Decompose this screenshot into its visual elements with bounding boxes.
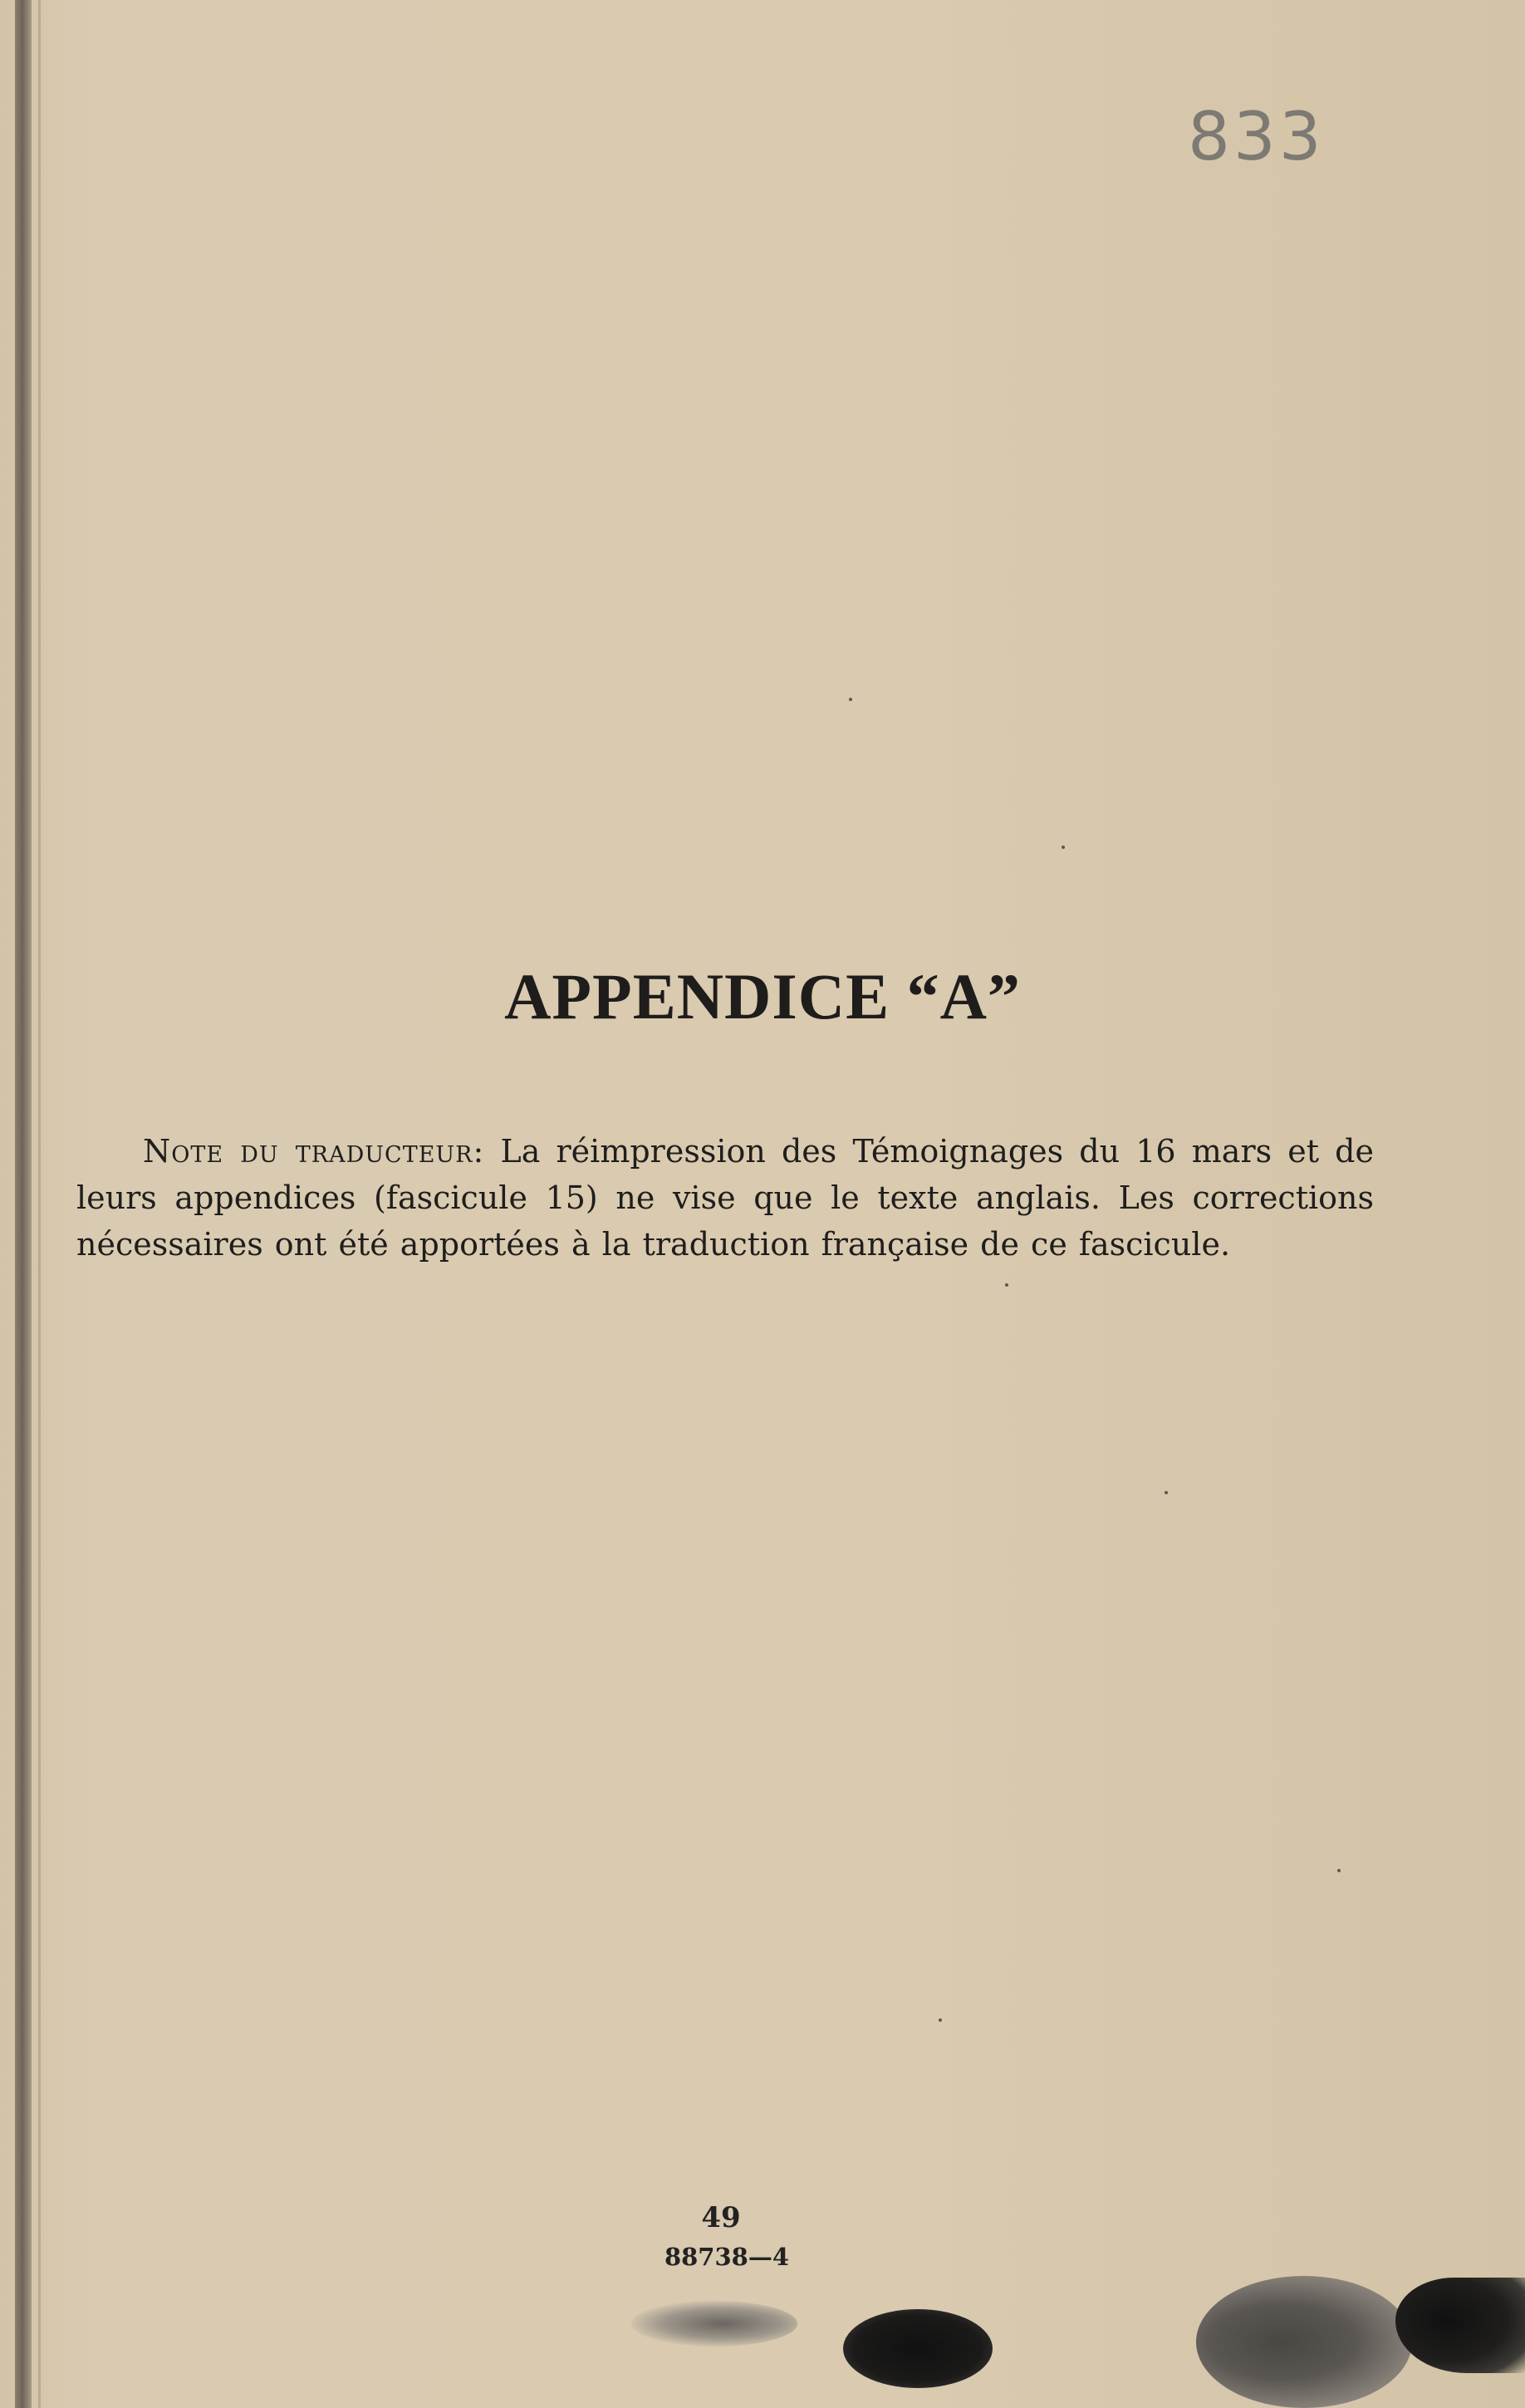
paper-speck [939,2018,942,2022]
translator-note [76,1128,1374,1268]
paper-speck [1062,846,1065,849]
translator-note-body: La réimpression des Témoignages du 16 mars et de leurs appendices (fascicule 15) ne vise que le texte anglais. Les corrections nécessaires ont été apportées à la traduction française de ce fascicule. [76,1133,1374,1263]
ink-smudge [1196,2276,1412,2408]
binding-edge [15,0,32,2408]
ink-blot [843,2309,993,2388]
paper-speck [849,698,852,701]
binding-line [38,0,41,2408]
print-code: 88738—4 [664,2243,790,2271]
paper-speck [1165,1491,1168,1494]
paper-speck [1005,1283,1008,1287]
translator-note-lead: Note du traducteur: [143,1133,485,1170]
page-number: 49 [701,2201,741,2234]
appendix-heading: APPENDICE “A” [504,960,1021,1032]
paper-speck [1337,1869,1341,1872]
ink-blot [1395,2278,1525,2373]
stamped-page-number: 833 [1188,98,1325,175]
ink-smudge [631,2301,797,2347]
